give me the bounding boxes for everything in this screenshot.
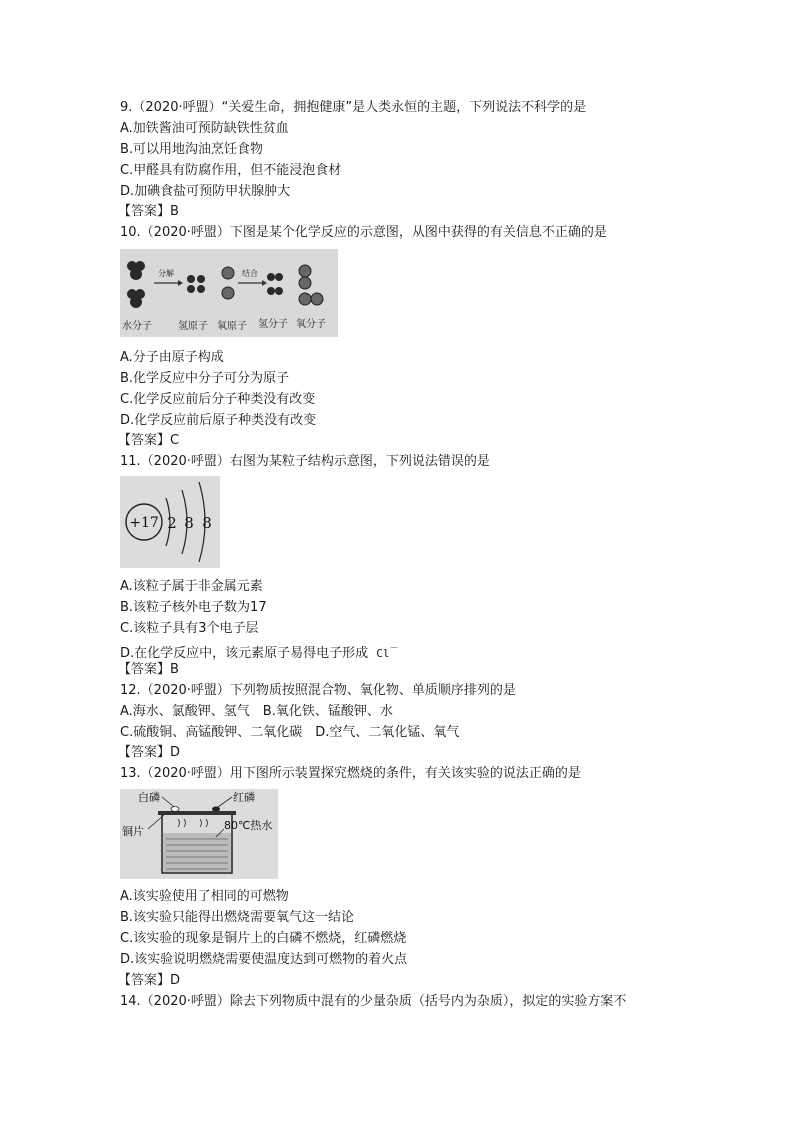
label-copper-plate: 铜片 xyxy=(122,825,144,838)
label-oxygen-molecule: 氧分子 xyxy=(296,319,326,330)
label-hydrogen-atom: 氢原子 xyxy=(178,321,208,332)
question-9-option-a: A.加铁酱油可预防缺铁性贫血 xyxy=(120,121,289,136)
shell-2-electrons: 8 xyxy=(184,514,194,532)
question-10-option-a: A.分子由原子构成 xyxy=(120,350,224,365)
label-oxygen-atom: 氧原子 xyxy=(217,321,247,332)
chloride-charge: － xyxy=(389,644,399,654)
question-10-option-d: D.化学反应前后原子种类没有改变 xyxy=(120,413,317,428)
question-10-option-c: C.化学反应前后分子种类没有改变 xyxy=(120,392,316,407)
question-9-option-b: B.可以用地沟油烹饪食物 xyxy=(120,142,264,157)
shell-3-electrons: 8 xyxy=(202,514,212,532)
question-13-option-c: C.该实验的现象是铜片上的白磷不燃烧，红磷燃烧 xyxy=(120,931,407,946)
white-phosphorus-icon xyxy=(171,807,179,812)
question-9-option-d: D.加碘食盐可预防甲状腺肿大 xyxy=(120,184,291,199)
question-9-answer: 【答案】B xyxy=(118,204,179,219)
question-11-option-b: B.该粒子核外电子数为17 xyxy=(120,600,267,615)
question-11-option-c: C.该粒子具有3个电子层 xyxy=(120,621,259,636)
question-12-options-row-2: C.硫酸铜、高锰酸钾、二氧化碳 D.空气、二氧化锰、氧气 xyxy=(120,725,460,740)
label-white-phosphorus: 白磷 xyxy=(138,791,160,804)
nucleus-charge: +17 xyxy=(129,515,159,531)
question-13-answer: 【答案】D xyxy=(118,973,181,988)
question-11-option-a: A.该粒子属于非金属元素 xyxy=(120,579,263,594)
question-13-stem: 13.（2020·呼盟）用下图所示装置探究燃烧的条件，有关该实验的说法正确的是 xyxy=(120,766,581,781)
question-11-answer: 【答案】B xyxy=(118,662,179,677)
reaction-diagram xyxy=(120,249,338,337)
copper-plate xyxy=(158,811,236,815)
arrow-combine-label: 结合 xyxy=(242,269,258,278)
question-9-stem: 9.（2020·呼盟）“关爱生命，拥抱健康”是人类永恒的主题，下列说法不科学的是 xyxy=(120,100,587,115)
question-13-option-d: D.该实验说明燃烧需要使温度达到可燃物的着火点 xyxy=(120,952,408,967)
label-hot-water: 80℃热水 xyxy=(224,819,273,832)
question-14-stem: 14.（2020·呼盟）除去下列物质中混有的少量杂质（括号内为杂质），拟定的实验方案不 xyxy=(120,994,627,1009)
chloride-symbol: Cl xyxy=(376,647,390,660)
question-11-stem: 11.（2020·呼盟）右图为某粒子结构示意图，下列说法错误的是 xyxy=(120,454,490,469)
question-13-option-a: A.该实验使用了相同的可燃物 xyxy=(120,889,289,904)
arrow-decompose-label: 分解 xyxy=(158,269,174,278)
question-11-option-d xyxy=(120,641,399,662)
question-12-answer: 【答案】D xyxy=(118,745,181,760)
atom-structure-diagram xyxy=(120,476,220,568)
question-10-stem: 10.（2020·呼盟）下图是某个化学反应的示意图，从图中获得的有关信息不正确的是 xyxy=(120,225,607,240)
question-10-option-b: B.化学反应中分子可分为原子 xyxy=(120,371,290,386)
question-12-stem: 12.（2020·呼盟）下列物质按照混合物、氧化物、单质顺序排列的是 xyxy=(120,683,516,698)
label-red-phosphorus: 红磷 xyxy=(233,791,255,804)
label-water-molecule: 水分子 xyxy=(122,321,152,332)
combustion-apparatus-diagram xyxy=(120,789,278,879)
shell-1-electrons: 2 xyxy=(167,514,177,532)
question-12-options-row-1: A.海水、氯酸钾、氢气 B.氧化铁、锰酸钾、水 xyxy=(120,704,393,719)
chloride-ion-formula xyxy=(376,644,399,660)
red-phosphorus-icon xyxy=(212,807,220,812)
label-hydrogen-molecule: 氢分子 xyxy=(258,319,288,330)
question-13-option-b: B.该实验只能得出燃烧需要氧气这一结论 xyxy=(120,910,355,925)
question-11-option-d-text: D.在化学反应中，该元素原子易得电子形成 xyxy=(120,646,369,661)
question-9-option-c: C.甲醛具有防腐作用，但不能浸泡食材 xyxy=(120,163,342,178)
question-10-answer: 【答案】C xyxy=(118,433,180,448)
